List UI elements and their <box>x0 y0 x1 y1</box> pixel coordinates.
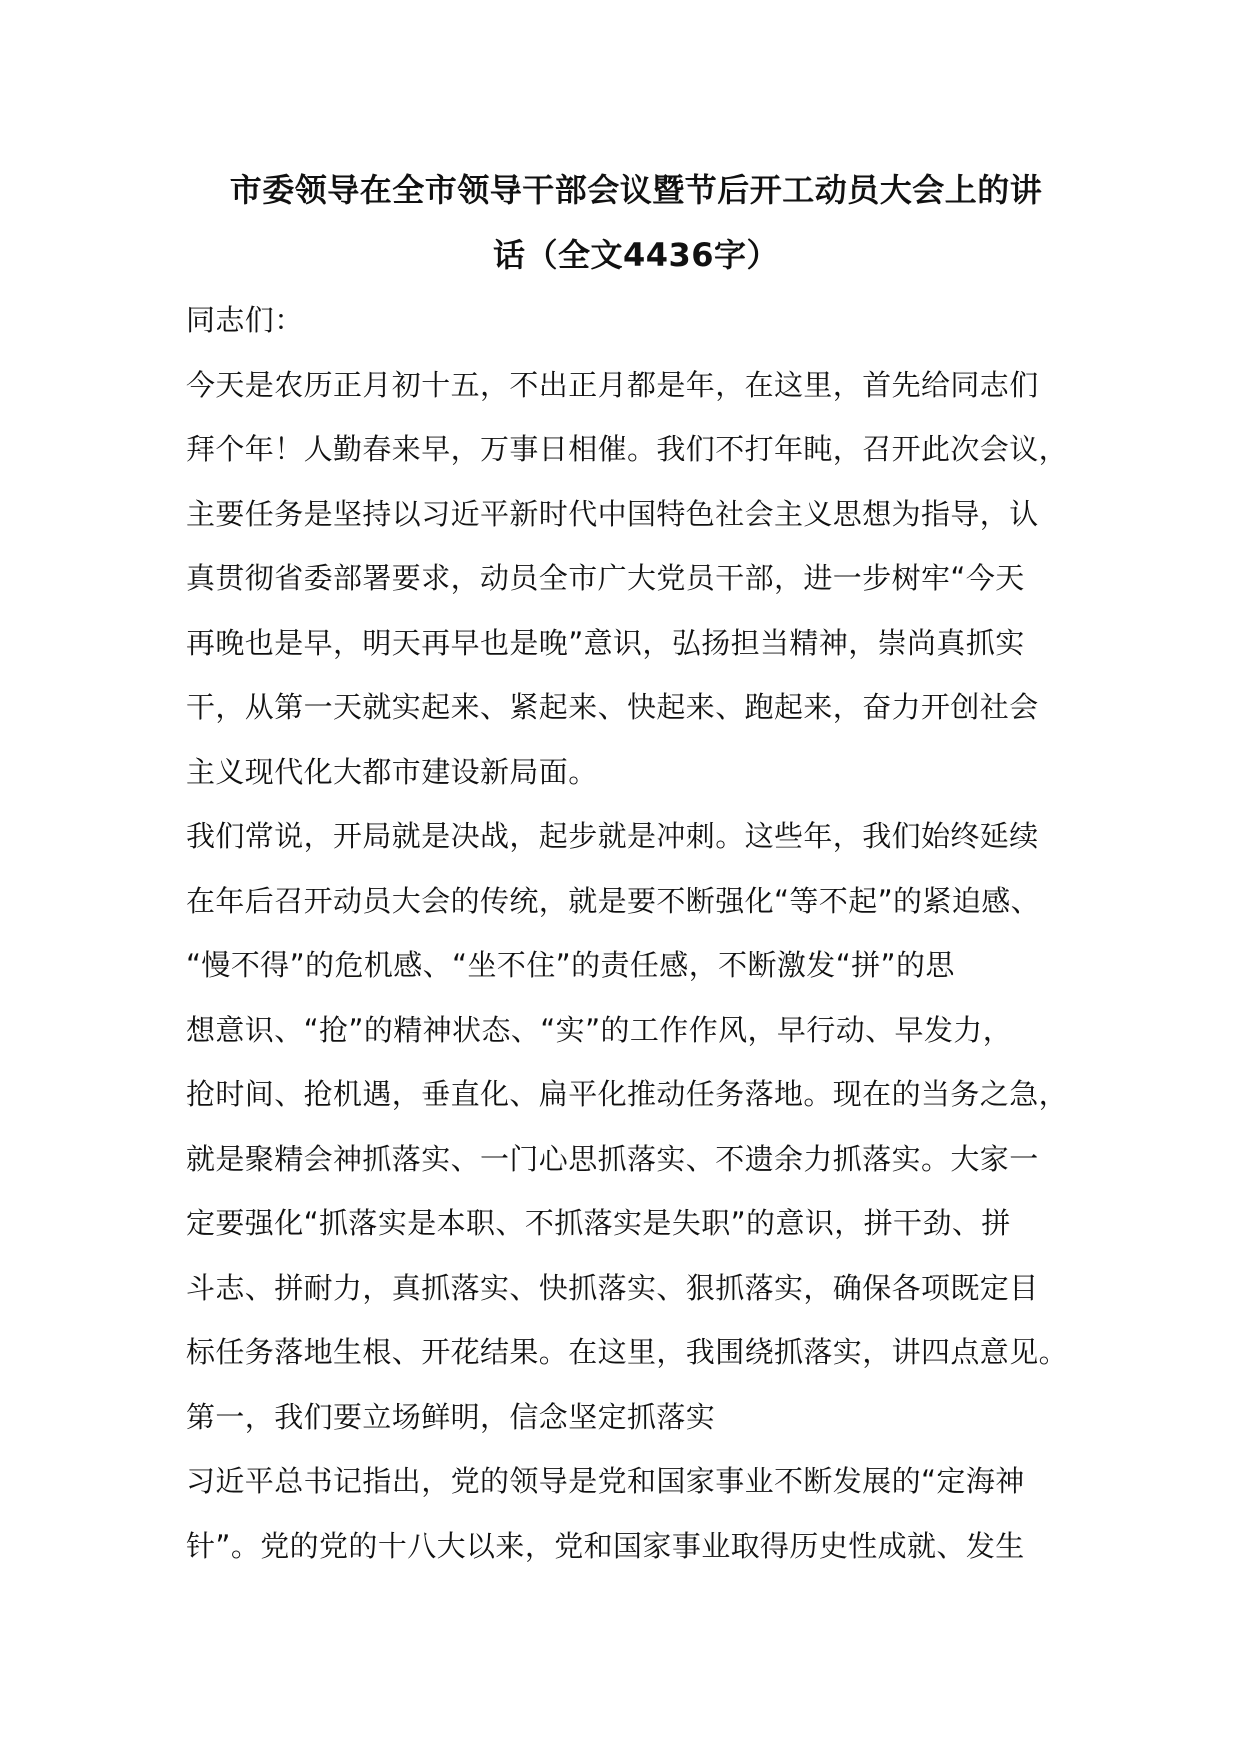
text-line: 再晚也是早，明天再早也是晚”意识，弘扬担当精神，崇尚真抓实 <box>186 625 1025 660</box>
text-line: 干，从第一天就实起来、紧起来、快起来、跑起来，奋力开创社会 <box>186 690 1039 724</box>
section-heading: 第一，我们要立场鲜明，信念坚定抓落实 <box>186 1399 716 1434</box>
text-line: 想意识、“抢”的精神状态、“实”的工作作风，早行动、早发力， <box>186 1012 1013 1047</box>
text-line: 定要强化“抓落实是本职、不抓落实是失职”的意识，拼干劲、拼 <box>186 1206 1011 1240</box>
text-line: 标任务落地生根、开花结果。在这里，我围绕抓落实，讲四点意见。 <box>186 1335 1069 1369</box>
text-line: 抢时间、抢机遇，垂直化、扁平化推动任务落地。现在的当务之急， <box>186 1077 1069 1111</box>
document-page <box>186 158 1086 1578</box>
salutation: 同志们： <box>186 303 304 337</box>
text-line: 主义现代化大都市建设新局面。 <box>186 754 598 789</box>
text-line: 真贯彻省委部署要求，动员全市广大党员干部，进一步树牢“今天 <box>186 561 1025 595</box>
text-line: 斗志、拼耐力，真抓落实、快抓落实、狠抓落实，确保各项既定目 <box>186 1270 1039 1305</box>
title-line: 话（全文4436字） <box>492 236 780 274</box>
document-title <box>186 158 1086 288</box>
text-line: 主要任务是坚持以习近平新时代中国特色社会主义思想为指导，认 <box>186 496 1039 531</box>
text-line: 我们常说，开局就是决战，起步就是冲刺。这些年，我们始终延续 <box>186 819 1039 853</box>
text-line: 就是聚精会神抓落实、一门心思抓落实、不遗余力抓落实。大家一 <box>186 1141 1039 1176</box>
document-body <box>186 288 1086 1578</box>
text-line: 拜个年！人勤春来早，万事日相催。我们不打年盹，召开此次会议， <box>186 432 1069 466</box>
text-line: 在年后召开动员大会的传统，就是要不断强化“等不起”的紧迫感、 <box>186 883 1041 918</box>
title-line: 市委领导在全市领导干部会议暨节后开工动员大会上的讲 <box>229 171 1043 209</box>
text-line: “慢不得”的危机感、“坐不住”的责任感，不断激发“拼”的思 <box>186 948 955 982</box>
text-line: 今天是农历正月初十五，不出正月都是年，在这里，首先给同志们 <box>186 367 1039 402</box>
text-line: 针”。党的党的十八大以来，党和国家事业取得历史性成就、发生 <box>186 1528 1025 1563</box>
text-line: 习近平总书记指出，党的领导是党和国家事业不断发展的“定海神 <box>186 1464 1025 1498</box>
